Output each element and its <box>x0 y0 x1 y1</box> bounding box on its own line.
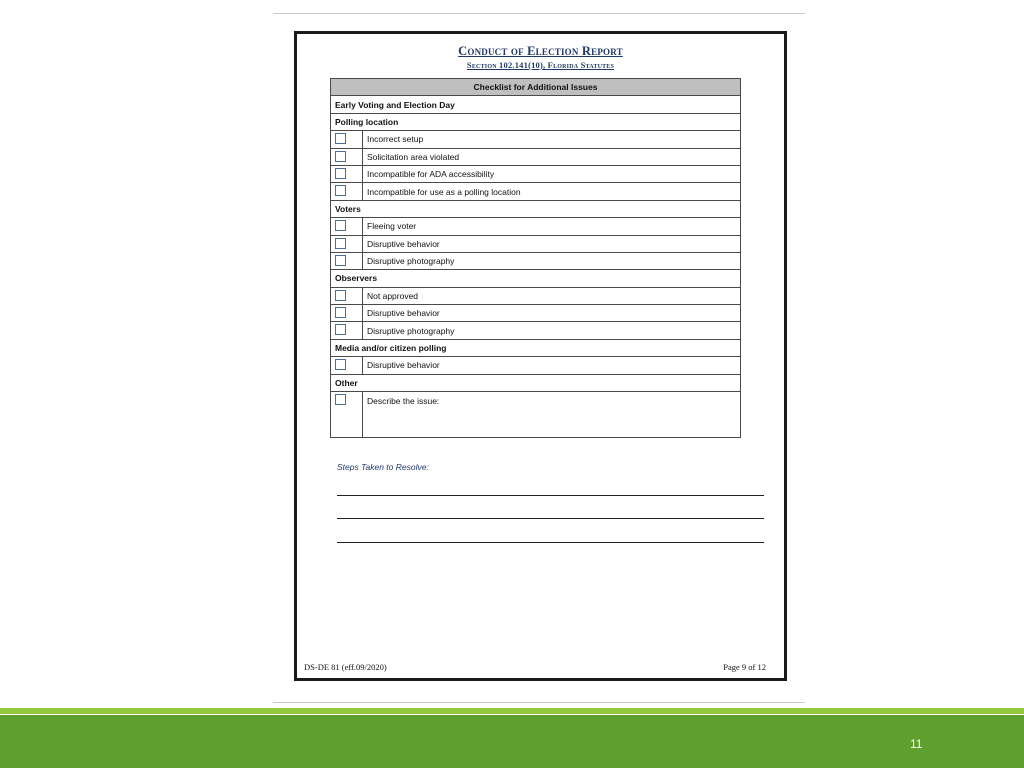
section-label: Voters <box>331 200 741 217</box>
checkbox-cell <box>331 305 363 322</box>
checklist-item-label: Not approved <box>363 287 741 304</box>
checkbox-cell <box>331 131 363 148</box>
checkbox[interactable] <box>335 238 346 249</box>
checklist-item-row <box>331 165 741 182</box>
section-row <box>331 270 741 287</box>
checklist-item-label: Disruptive photography <box>363 322 741 339</box>
footer-band-light <box>0 708 1024 714</box>
checkbox[interactable] <box>335 133 346 144</box>
section-label: Media and/or citizen polling <box>331 339 741 356</box>
checkbox[interactable] <box>335 307 346 318</box>
resolve-line[interactable] <box>337 518 764 519</box>
checklist-item-row <box>331 131 741 148</box>
resolve-line[interactable] <box>337 542 764 543</box>
slide-number: 11 <box>910 737 923 751</box>
form-code: DS-DE 81 (eff.09/2020) <box>304 662 387 672</box>
checklist-item-row <box>331 357 741 374</box>
checklist-item-label: Disruptive behavior <box>363 235 741 252</box>
checklist-item-label: Disruptive behavior <box>363 357 741 374</box>
section-row <box>331 113 741 130</box>
checklist-item-label: Incorrect setup <box>363 131 741 148</box>
resolve-line[interactable] <box>337 495 764 496</box>
footer-band <box>0 715 1024 768</box>
checkbox-cell <box>331 392 363 438</box>
checklist-body <box>331 96 741 438</box>
checkbox[interactable] <box>335 220 346 231</box>
checkbox[interactable] <box>335 359 346 370</box>
checkbox-cell <box>331 322 363 339</box>
checklist-item-row <box>331 305 741 322</box>
document-title: Conduct of Election Report <box>458 44 623 58</box>
checkbox-cell <box>331 235 363 252</box>
checklist-item-row <box>331 252 741 269</box>
checkbox[interactable] <box>335 394 346 405</box>
section-label: Polling location <box>331 113 741 130</box>
checklist-item-row <box>331 287 741 304</box>
checkbox-cell <box>331 183 363 200</box>
checklist-item-row <box>331 392 741 438</box>
page-indicator: Page 9 of 12 <box>723 662 766 672</box>
bottom-rule <box>273 702 805 703</box>
section-row <box>331 374 741 391</box>
checkbox-cell <box>331 357 363 374</box>
document-title-block <box>297 44 784 70</box>
checkbox[interactable] <box>335 324 346 335</box>
checkbox-cell <box>331 252 363 269</box>
checklist-item-row <box>331 235 741 252</box>
checklist-item-label: Disruptive behavior <box>363 305 741 322</box>
checkbox[interactable] <box>335 290 346 301</box>
checklist-item-label: Incompatible for ADA accessibility <box>363 165 741 182</box>
section-row <box>331 96 741 113</box>
checklist-table <box>330 78 741 438</box>
section-row <box>331 200 741 217</box>
checklist-item-row <box>331 322 741 339</box>
form-page <box>294 31 787 681</box>
checklist-item-label: Describe the issue: <box>363 392 741 438</box>
checklist-item-row <box>331 148 741 165</box>
checkbox[interactable] <box>335 185 346 196</box>
section-label: Other <box>331 374 741 391</box>
checklist-item-label: Fleeing voter <box>363 218 741 235</box>
checkbox[interactable] <box>335 255 346 266</box>
checkbox-cell <box>331 148 363 165</box>
checklist-item-label: Disruptive photography <box>363 252 741 269</box>
section-label: Observers <box>331 270 741 287</box>
document-subtitle: Section 102.141(10), Florida Statutes <box>466 60 615 70</box>
checkbox-cell <box>331 165 363 182</box>
checkbox[interactable] <box>335 151 346 162</box>
checklist-item-label: Solicitation area violated <box>363 148 741 165</box>
checkbox[interactable] <box>335 168 346 179</box>
section-label: Early Voting and Election Day <box>331 96 741 113</box>
steps-label: Steps Taken to Resolve: <box>337 462 429 472</box>
checklist-item-row <box>331 218 741 235</box>
checklist-item-label: Incompatible for use as a polling location <box>363 183 741 200</box>
checklist-header-row <box>331 79 741 96</box>
checkbox-cell <box>331 287 363 304</box>
checkbox-cell <box>331 218 363 235</box>
checklist-header: Checklist for Additional Issues <box>331 79 741 96</box>
top-rule <box>273 13 805 14</box>
section-row <box>331 339 741 356</box>
checklist-item-row <box>331 183 741 200</box>
